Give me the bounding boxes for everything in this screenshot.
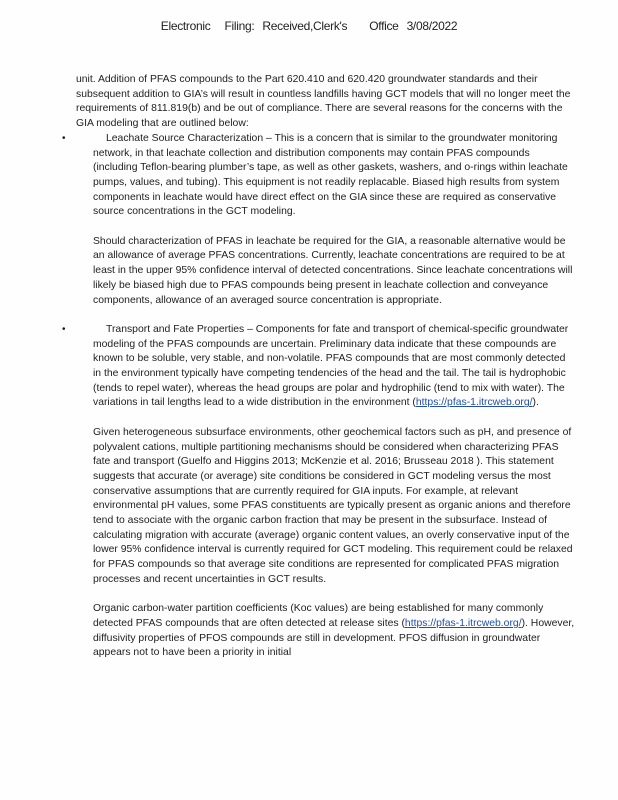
bullet-leachate-source xyxy=(62,132,576,220)
header-received-clerks: Received,Clerk's xyxy=(262,19,348,33)
bullet-icon: • xyxy=(62,323,66,335)
itrc-link-2[interactable]: https://pfas-1.itrcweb.org/ xyxy=(404,617,522,629)
leachate-followup-paragraph: Should characterization of PFAS in leachate be required for the GIA, a reasonable alternative would be an allowance of average PFAS concentrations. Currently, leachate concentrations are required to be at least in the upper 95% confidence interval of detected concentrations. Since leachate concentrations will likely be biased high due to PFAS compounds being present in leachate collection and conveyance components, allowance of an averaged source concentration is appropriate. xyxy=(93,235,573,306)
bullet-transport-fate xyxy=(62,323,576,411)
koc-text: Organic carbon-water partition coefficients (Koc values) are being established for many commonly detected PFAS compounds that are often detected at release sites ( xyxy=(93,603,544,629)
transport-text-end: ). xyxy=(532,397,539,409)
header-filing: Filing: xyxy=(224,19,255,33)
header-date: 3/08/2022 xyxy=(406,19,458,33)
transport-text: Transport and Fate Properties – Components for fate and transport of chemical-specific groundwater modeling of the PFAS compounds are uncertain. Preliminary data indicate that these compounds are known to be soluble, very stable, and non-volatile. PFAS compounds that are most commonly detected in the environment typically have competing tendencies of the head and the tail. The tail is hydrophobic (tends to repel water), whereas the head groups are polar and hydrophilic (tend to mix with water). The variations in tail lengths lead to a wide distribution in the environment ( xyxy=(93,323,569,409)
bullet-icon: • xyxy=(62,132,66,144)
geochemical-paragraph: Given heterogeneous subsurface environments, other geochemical factors such as pH, and presence of polyvalent cations, multiple partitioning mechanisms should be considered when characterizing PFAS fate and transport (Guelfo and Higgins 2013; McKenzie et al. 2016; Brusseau 2018 ). This statement suggests that accurate (or average) site conditions be considered in GCT modeling versus the most conservative assumptions that are currently required for GIA inputs. For example, at relevant environmental pH values, some PFAS constituents are typically present as organic anions and therefore tend to associate with the organic carbon fraction that may be present in the subsurface. Instead of calculating migration with accurate (average) organic content values, an overly conservative input of the lower 95% confidence interval is currently required for GCT modeling. This requirement could be relaxed for PFAS compounds so that average site conditions are represented for complicated PFAS migration processes and recent uncertainties in GCT results. xyxy=(93,426,573,585)
header-electronic: Electronic xyxy=(160,19,211,33)
bullet-leachate-text: Leachate Source Characterization – This is a concern that is similar to the groundwater monitoring network, in that leachate collection and distribution components may contain PFAS compounds (including Teflon-bearing plumber’s tape, as well as other gaskets, washers, and o-rings within leachate pumps, values, and tubing). This equipment is not readily replacable. Biased high results from system components in leachate would have direct effect on the GIA since these are required as conservative source concentrations in the GCT modeling. xyxy=(93,132,568,218)
koc-paragraph xyxy=(76,602,576,661)
document-body xyxy=(62,73,576,661)
intro-paragraph: unit. Addition of PFAS compounds to the Part 620.410 and 620.420 groundwater standards and their subsequent addition to GIA’s will result in countless landfills having GCT models that will no longer meet the requirements of 811.819(b) and be out of compliance. There are several reasons for the concerns with the GIA modeling that are outlined below: xyxy=(76,74,571,130)
bullet-transport-text xyxy=(93,323,576,411)
koc-text-end: ). However, diffusivity properties of PFOS compounds are still in development. PFOS diffusion in groundwater appears not to have been a priority in initial xyxy=(93,617,575,659)
filing-stamp-header xyxy=(0,19,618,33)
itrc-link[interactable]: https://pfas-1.itrcweb.org/ xyxy=(415,397,533,409)
header-office: Office xyxy=(369,19,399,33)
